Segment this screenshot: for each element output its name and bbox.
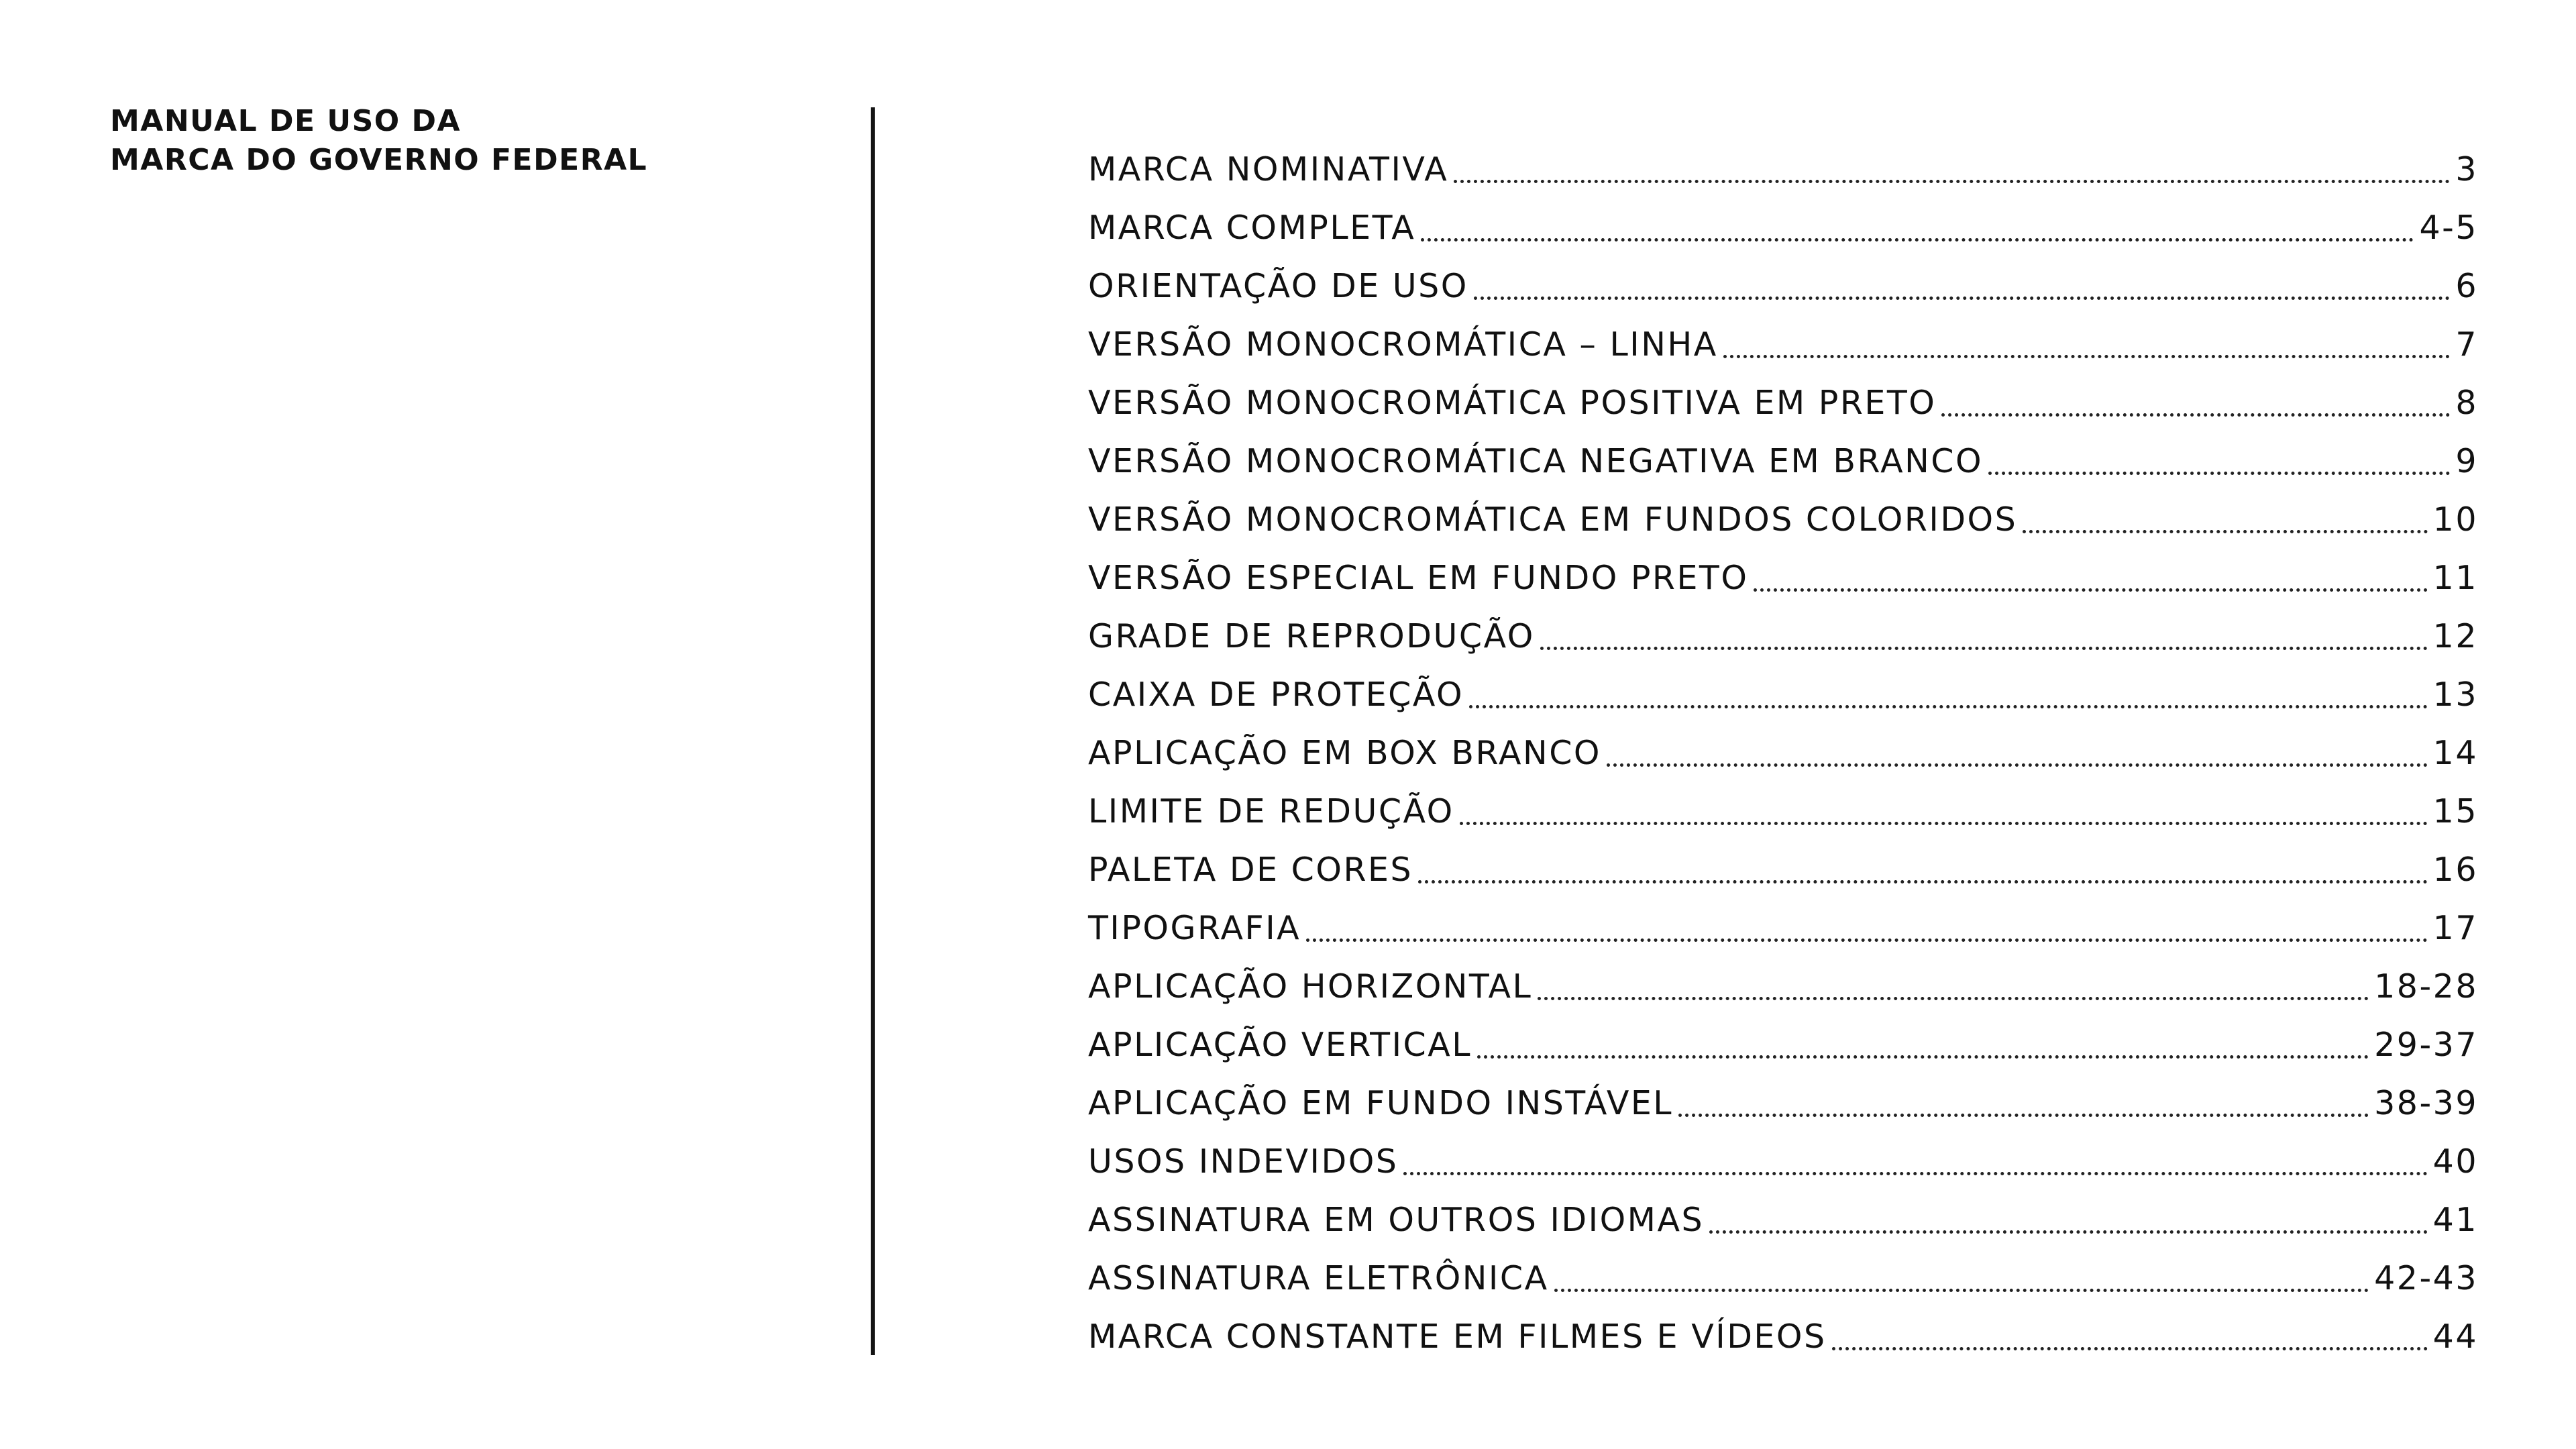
document-title-line-1: MANUAL DE USO DA [110,104,462,138]
toc-entry-label: VERSÃO MONOCROMÁTICA NEGATIVA EM BRANCO [1088,442,1984,480]
toc-entry-page-number: 7 [2455,325,2478,364]
toc-entry-page-number: 9 [2455,442,2478,480]
toc-entry[interactable] [1088,1251,2478,1309]
toc-entry-page-number: 17 [2432,909,2478,947]
toc-dot-leader [1554,1251,2369,1292]
toc-entry-label: ORIENTAÇÃO DE USO [1088,267,1468,305]
toc-entry[interactable] [1088,726,2478,784]
toc-entry-label: APLICAÇÃO HORIZONTAL [1088,967,1533,1006]
toc-dot-leader [1477,1018,2369,1059]
toc-entry-page-number: 38-39 [2374,1084,2478,1122]
vertical-divider [871,107,875,1355]
toc-entry[interactable] [1088,259,2478,317]
toc-dot-leader [1607,726,2428,767]
toc-entry-page-number: 10 [2432,500,2478,539]
toc-entry-label: ASSINATURA ELETRÔNICA [1088,1259,1549,1297]
table-of-contents [1088,142,2478,1368]
toc-entry-page-number: 15 [2432,792,2478,830]
toc-entry-label: APLICAÇÃO EM BOX BRANCO [1088,734,1601,772]
toc-dot-leader [1403,1134,2427,1175]
toc-entry[interactable] [1088,1076,2478,1134]
toc-dot-leader [1421,201,2414,241]
toc-entry[interactable] [1088,901,2478,959]
toc-dot-leader [1988,434,2450,475]
toc-entry-page-number: 14 [2432,734,2478,772]
toc-entry-label: VERSÃO MONOCROMÁTICA POSITIVA EM PRETO [1088,384,1937,422]
toc-dot-leader [1306,901,2427,942]
toc-entry[interactable] [1088,551,2478,609]
toc-dot-leader [1418,843,2428,883]
toc-entry-label: GRADE DE REPRODUÇÃO [1088,617,1535,655]
toc-entry-page-number: 13 [2432,676,2478,714]
toc-entry[interactable] [1088,1134,2478,1193]
toc-entry-label: USOS INDEVIDOS [1088,1142,1399,1181]
toc-entry-label: ASSINATURA EM OUTROS IDIOMAS [1088,1201,1705,1239]
toc-entry-page-number: 44 [2432,1318,2478,1356]
toc-entry[interactable] [1088,667,2478,726]
toc-entry[interactable] [1088,959,2478,1018]
toc-dot-leader [1538,959,2369,1000]
toc-entry-page-number: 12 [2432,617,2478,655]
toc-dot-leader [1460,784,2428,825]
toc-dot-leader [1454,142,2450,183]
toc-entry[interactable] [1088,1309,2478,1368]
toc-entry-page-number: 41 [2432,1201,2478,1239]
toc-entry-label: CAIXA DE PROTEÇÃO [1088,676,1464,714]
toc-entry-page-number: 18-28 [2374,967,2478,1006]
toc-entry-page-number: 29-37 [2374,1026,2478,1064]
toc-entry-label: MARCA NOMINATIVA [1088,150,1449,189]
toc-dot-leader [1941,376,2450,417]
toc-dot-leader [1678,1076,2369,1117]
toc-entry[interactable] [1088,492,2478,551]
toc-entry[interactable] [1088,434,2478,492]
toc-dot-leader [1469,667,2428,708]
toc-entry-page-number: 16 [2432,851,2478,889]
toc-entry-label: APLICAÇÃO EM FUNDO INSTÁVEL [1088,1084,1674,1122]
toc-dot-leader [1832,1309,2428,1350]
toc-entry-page-number: 4-5 [2419,209,2478,247]
toc-entry-page-number: 11 [2432,559,2478,597]
toc-dot-leader [1474,259,2451,300]
toc-entry[interactable] [1088,784,2478,843]
toc-entry[interactable] [1088,609,2478,667]
toc-entry-label: PALETA DE CORES [1088,851,1413,889]
toc-entry-page-number: 3 [2455,150,2478,189]
toc-entry-page-number: 6 [2455,267,2478,305]
toc-entry[interactable] [1088,201,2478,259]
toc-entry[interactable] [1088,317,2478,376]
toc-entry[interactable] [1088,376,2478,434]
toc-entry-label: MARCA COMPLETA [1088,209,1416,247]
toc-dot-leader [1723,317,2451,358]
toc-entry[interactable] [1088,142,2478,201]
document-title [110,102,647,180]
toc-entry-label: LIMITE DE REDUÇÃO [1088,792,1454,830]
toc-dot-leader [1754,551,2427,592]
toc-entry-label: VERSÃO MONOCROMÁTICA – LINHA [1088,325,1718,364]
toc-entry[interactable] [1088,1018,2478,1076]
toc-dot-leader [1709,1193,2428,1234]
toc-entry[interactable] [1088,843,2478,901]
toc-dot-leader [2023,492,2427,533]
toc-entry-page-number: 40 [2432,1142,2478,1181]
toc-entry-label: VERSÃO ESPECIAL EM FUNDO PRETO [1088,559,1749,597]
toc-entry[interactable] [1088,1193,2478,1251]
toc-entry-label: APLICAÇÃO VERTICAL [1088,1026,1472,1064]
toc-entry-label: MARCA CONSTANTE EM FILMES E VÍDEOS [1088,1318,1827,1356]
document-title-line-2: MARCA DO GOVERNO FEDERAL [110,143,648,177]
toc-dot-leader [1540,609,2428,650]
toc-entry-label: VERSÃO MONOCROMÁTICA EM FUNDOS COLORIDOS [1088,500,2018,539]
toc-entry-page-number: 42-43 [2374,1259,2478,1297]
toc-entry-label: TIPOGRAFIA [1088,909,1301,947]
toc-entry-page-number: 8 [2455,384,2478,422]
